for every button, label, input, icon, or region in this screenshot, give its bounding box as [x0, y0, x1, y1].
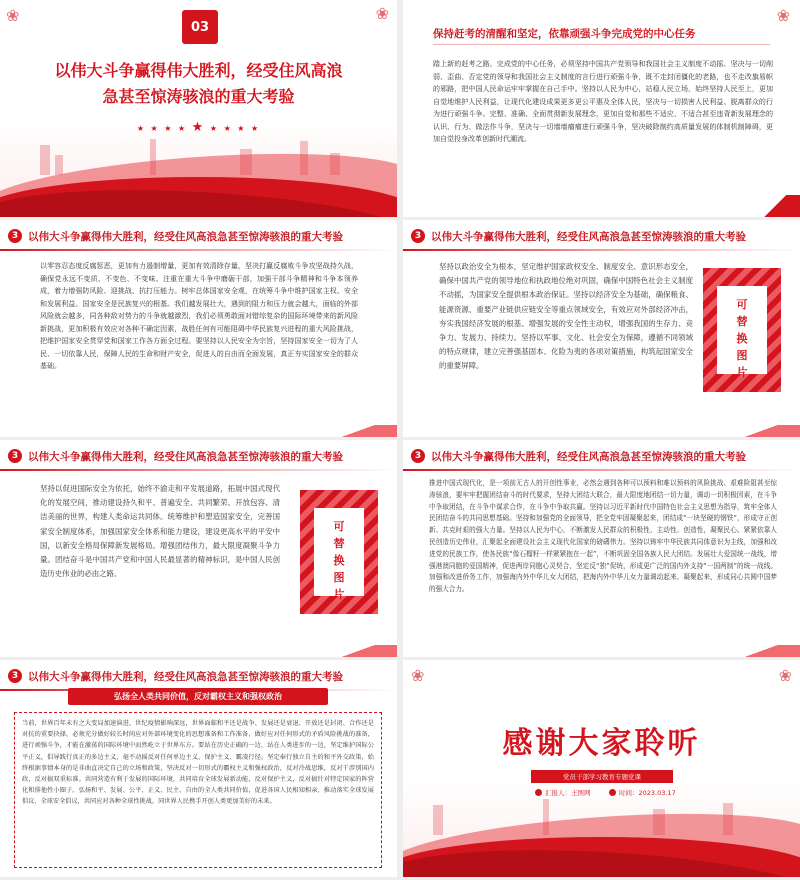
corner-decoration	[750, 195, 800, 217]
header-divider	[0, 469, 397, 471]
placeholder-char: 换	[333, 554, 345, 567]
slide-body-text: 推进中国式现代化，是一项前无古人的开创性事业，必然会遇到各种可以预料和难以预料的风险挑战、艰难险阻甚至惊涛骇浪，要牢牢把握团结奋斗的时代要求，坚持大团结大联合，最大限度地团结一切力量，调动一切积极因素，在斗争中争取团结，在斗争中谋求合作，在斗争中争取共赢。坚持以习近平新时代中国特色社会主义思想为指导，筑牢全体人民团结奋斗的共同思想基础。坚持和加强党的全面领导，把全党牢固凝聚起来，团结成“一块坚硬的钢铁”，形成守正创新、共克时艰的强大力量。坚持以人民为中心，不断激发人民群众的积极性、主动性、创造性，凝聚民心。紧紧依靠人民创造历史伟业，汇聚起全面建设社会主义现代化国家的磅礴伟力。坚持以铸牢中华民族共同体意识为主线，加强和改进党的民族工作，使各民族“像石榴籽一样紧紧抱在一起”，不断巩固全国各族人民大团结。发展壮大爱国统一战线，增强港澳同胞的爱国精神，促进两岸同胞心灵契合，坚定反“独”促统，形成更广泛的国内外支持“一国两制”的统一战线。加强和改进侨务工作，加强海内外中华儿女大团结，把海内外中华儿女力量调动起来、凝聚起来，形成同心共圆中国梦的强大合力。	[429, 479, 777, 594]
replaceable-image-placeholder[interactable]	[300, 490, 378, 614]
header-divider	[0, 249, 397, 251]
header-number-badge: 3	[411, 229, 425, 243]
slide-header	[0, 220, 397, 252]
flower-decoration-icon: ❀	[6, 6, 20, 25]
flower-decoration-icon: ❀	[411, 666, 425, 685]
placeholder-char: 换	[736, 332, 748, 345]
header-number-badge: 3	[411, 449, 425, 463]
header-number-badge: 3	[8, 449, 22, 463]
header-title: 以伟大斗争赢得伟大胜利，经受住风高浪急甚至惊涛骇浪的重大考验	[28, 451, 343, 463]
slide-mission[interactable]	[403, 0, 800, 217]
header-title: 以伟大斗争赢得伟大胜利，经受住风高浪急甚至惊涛骇浪的重大考验	[431, 231, 746, 243]
reporter-text: 汇报人：王图网	[545, 789, 591, 797]
cover-title	[10, 58, 387, 110]
slide-political-security[interactable]	[403, 220, 800, 437]
section-number-badge: 03	[182, 10, 218, 44]
section-subtitle-banner: 弘扬全人类共同价值，反对霸权主义和强权政治	[68, 688, 328, 705]
flower-decoration-icon: ❀	[375, 4, 389, 23]
header-title: 以伟大斗争赢得伟大胜利，经受住风高浪急甚至惊涛骇浪的重大考验	[28, 671, 343, 683]
slide-header	[0, 440, 397, 472]
corner-decoration	[710, 645, 800, 657]
slide-title: 保持赶考的清醒和坚定，依靠顽强斗争完成党的中心任务	[433, 28, 696, 40]
header-number-badge: 3	[8, 229, 22, 243]
slide-body-text: 以零容忍态度反腐惩恶，更加有力遏制增量，更加有效清除存量，坚决打赢反腐败斗争攻坚战持久战，确保党永远不变质、不变色、不变味。注重在重大斗争中磨砺干部，加强干部斗争精神和斗争本领养成，着力增强防风险、迎挑战、抗打压能力。树牢总体国家安全观，在统筹斗争中维护国家主权、安全和发展利益。国家安全是民族复兴的根基。我们越发展壮大，遇到的阻力和压力就会越大，面临的外部风险就会越多，同各种敌对势力的斗争就越激烈，我们必须勇敢面对错综复杂的国际环境带来的新风险新挑战，更加积极有效应对各种不确定因素，战胜任何有可能阻碍中华民族复兴进程的重大风险挑战，把维护国家安全贯穿党和国家工作各方面全过程。要坚持以人民安全为宗旨，坚持国家安全一切为了人民、一切依靠人民，保障人民的生命和财产安全，促进人的自由而全面发展，真正夯实国家安全的群众基础。	[40, 262, 358, 370]
flower-decoration-icon: ❀	[776, 6, 790, 25]
placeholder-char: 片	[333, 588, 345, 601]
cover-title-line2: 急甚至惊涛骇浪的重大考验	[102, 87, 295, 106]
slide-body-text: 坚持以政治安全为根本，坚定维护国家政权安全、制度安全、意识形态安全，确保中国共产党的领导地位和执政地位绝对巩固，确保中国特色社会主义制度不动摇，为国家安全提供根本政治保证。坚持以经济安全为基础，确保粮食、能源资源、重要产业链供应链安全等重点领域安全，有效应对外部经济冲击，夯实我国经济发展的根基、增强发展的安全性主动权，增强我国的生存力、竞争力、发展力、持续力。坚持以军事、文化、社会安全为保障，遵循不同领域的特点规律，建立完善强基固本、化险为夷的各项对策措施，构筑起国家安全的重要屏障。	[439, 262, 693, 371]
slide-thanks[interactable]	[403, 660, 800, 877]
title-divider	[433, 44, 770, 45]
placeholder-char: 替	[333, 537, 345, 550]
slide-unity[interactable]	[403, 440, 800, 657]
corner-decoration	[710, 425, 800, 437]
placeholder-char: 图	[333, 571, 345, 584]
star-row-icon: ★ ★ ★ ★ ★ ★ ★ ★ ★	[136, 120, 261, 135]
slide-header	[403, 440, 800, 472]
slide-international-security[interactable]	[0, 440, 397, 657]
cover-title-line1: 以伟大斗争赢得伟大胜利，经受住风高浪	[54, 61, 343, 80]
placeholder-char: 可	[333, 520, 345, 533]
replaceable-image-placeholder[interactable]	[703, 268, 781, 392]
thanks-title: 感谢大家聆听	[502, 726, 701, 761]
header-divider	[403, 249, 800, 251]
slide-body-text: 坚持以促进国际安全为依托，始终不渝走和平发展道路，拓展中国式现代化的发展空间，推动建设持久和平、普遍安全、共同繁荣、开放包容、清洁美丽的世界，构建人类命运共同体。统筹维护和塑造国家安全，完善国家安全制度体系，加强国家安全体系和能力建设，建设更高水平的平安中国，以新安全格局保障新发展格局。增强团结伟力，最大限度凝聚斗争力量。团结奋斗是中国共产党和中国人民最显著的精神标识，是中国人民创造历史伟业的必由之路。	[40, 484, 280, 579]
flower-decoration-icon: ❀	[778, 666, 792, 685]
placeholder-char: 替	[736, 315, 748, 328]
placeholder-char: 图	[736, 349, 748, 362]
header-divider	[403, 469, 800, 471]
time-text: 时间：2023.03.17	[619, 789, 676, 797]
slide-cover[interactable]	[0, 0, 397, 217]
header-title: 以伟大斗争赢得伟大胜利，经受住风高浪急甚至惊涛骇浪的重大考验	[431, 451, 746, 463]
slide-common-values[interactable]	[0, 660, 397, 877]
header-number-badge: 3	[8, 669, 22, 683]
placeholder-char: 可	[736, 298, 748, 311]
corner-decoration	[307, 425, 397, 437]
placeholder-char: 片	[736, 366, 748, 379]
slide-body-text: 踏上新的赶考之路、完成党的中心任务，必须坚持中国共产党领导和我国社会主义制度不动摇、坚决与一切削弱、歪曲、否定党的领导和我国社会主义制度的言行进行顽强斗争，既不走封闭僵化的老路，也不走改旗易帜的邪路，把中国人民命运牢牢掌握在自己手中。坚持以人民为中心，站稳人民立场，始终坚持人民至上，更加自觉地维护人民利益，让现代化建设成果更多更公平惠及全体人民，坚决与一切损害人民利益、脱离群众的行为进行顽强斗争。完整、准确、全面贯彻新发展理念，更加自觉和那些不适应、不适合甚至违背新发展理念的认识、行为、做法作斗争，坚决与一切墙墙瘤瘤进行顽强斗争，坚决破除制约高质量发展的体制机制障碍，更加自觉投身改革创新时代潮流。	[433, 60, 773, 143]
header-title: 以伟大斗争赢得伟大胜利，经受住风高浪急甚至惊涛骇浪的重大考验	[28, 231, 343, 243]
placeholder-label	[314, 508, 364, 601]
slide-body-text: 当前，世界百年未有之大变局加速演进，世纪疫情影响深远，世界面临和平还是战争、发展还是衰退、开放还是封闭、合作还是对抗的重要抉择，必须充分做好较长时间应对外部环境变化的思想准备和工作准备，做好应对任何形式的矛盾风险挑战的准备，进行顽强斗争，才能在激荡的国际环境中而然屹立于世界东方。要站在历史正确的一边、站在人类进步的一边，坚定维护国际公平正义，倡导践行真正的多边主义，毫不动摇反对任何单边主义、保护主义、霸凌行径。坚定奉行独立自主的和平外交政策，始终根据事情本身的是非曲直决定自己的立场和政策，坚决反对一切形式的霸权主义和强权政治，反对冷战思维，反对干涉别国内政，反对搞双重标准。共同营造有利于发展的国际环境，共同培育全球发展新动能，反对保护主义，反对搞针对特定国家的阵营化和排他性小圈子。弘扬和平、发展、公平、正义、民主、自由的全人类共同价值，促进各国人民相知相亲，推动落实全球发展倡议、全球安全倡议，共同应对各种全球性挑战，同世界人民携手开创人类更加美好的未来。	[22, 720, 374, 806]
slide-header	[403, 220, 800, 252]
slide-security[interactable]	[0, 220, 397, 437]
subtitle-banner: 党员干部学习教育专题党课	[531, 770, 673, 783]
corner-decoration	[307, 645, 397, 657]
placeholder-label	[717, 286, 767, 379]
